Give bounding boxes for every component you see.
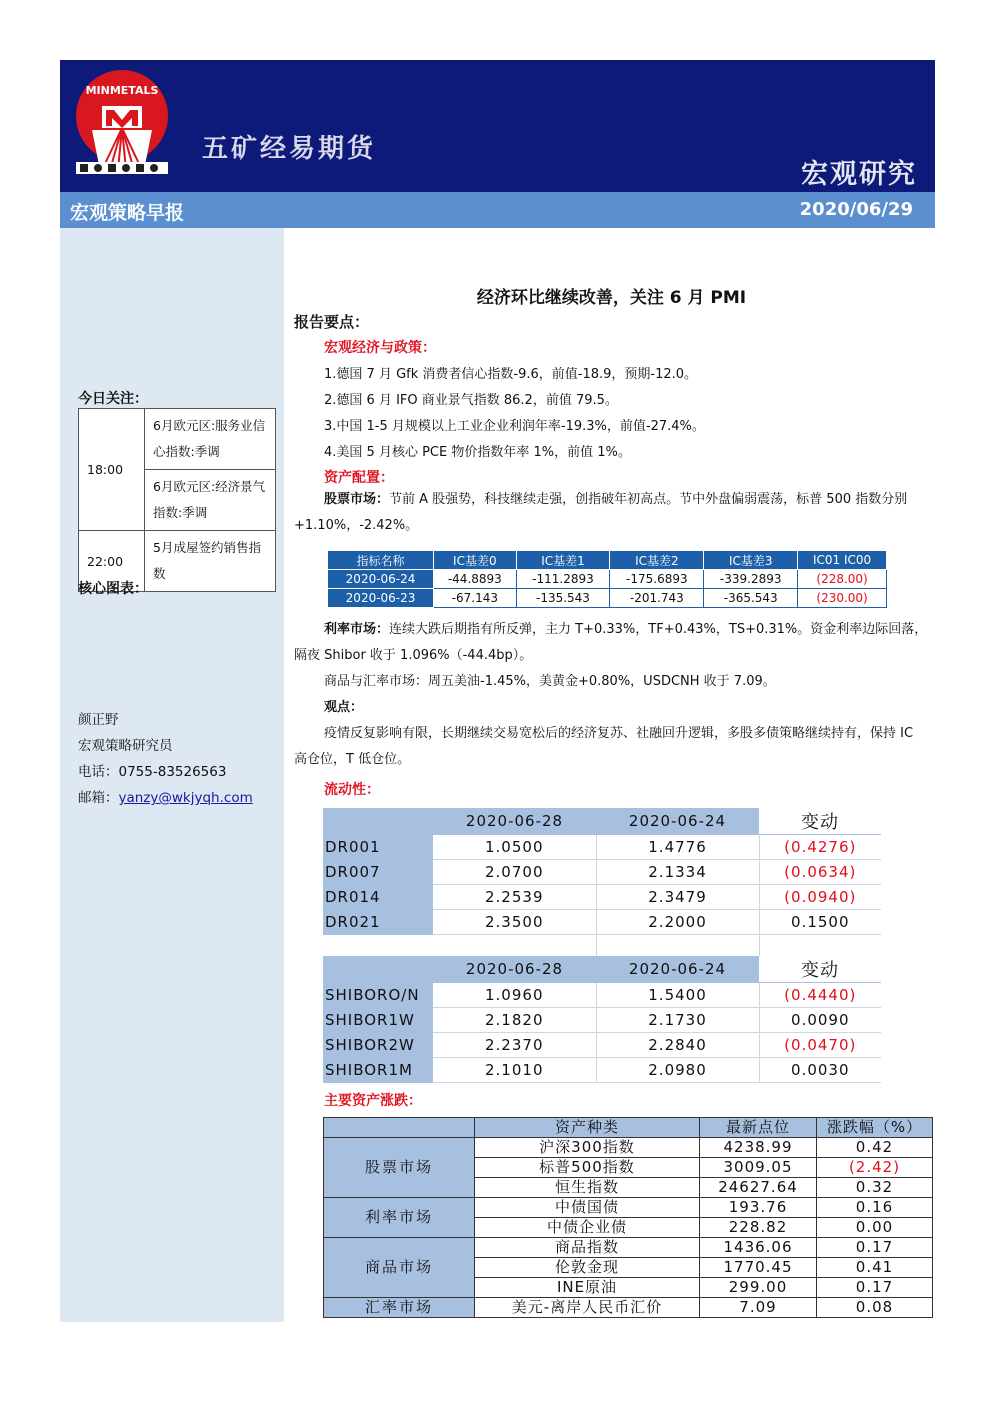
- table-cell: (0.4276): [759, 835, 881, 860]
- table-cell: 中债国债: [475, 1198, 700, 1218]
- summary-heading: 报告要点：: [294, 313, 370, 331]
- table-header: IC基差2: [610, 551, 704, 570]
- table-cell: 7.09: [700, 1298, 817, 1318]
- table-header: 指标名称: [328, 551, 434, 570]
- report-page: [60, 60, 935, 1322]
- table-cell: 0.17: [817, 1278, 933, 1298]
- table-cell: -135.543: [516, 589, 610, 608]
- report-name: 宏观策略早报: [70, 202, 185, 224]
- author-email-row: [78, 786, 253, 806]
- table-row: [323, 910, 881, 935]
- table-cell: (0.0940): [759, 885, 881, 910]
- table-cell: 0.0030: [759, 1058, 881, 1083]
- table-cell: SHIBOR1M: [323, 1058, 433, 1083]
- table-cell: 2.2000: [596, 910, 759, 935]
- table-cell: (2.42): [817, 1158, 933, 1178]
- table-header: 2020-06-24: [596, 956, 759, 983]
- dr-rates-table: [323, 808, 881, 959]
- table-row: [324, 1138, 933, 1158]
- commodity-paragraph: 商品与汇率市场：周五美油-1.45%，美黄金+0.80%，USDCNH 收于 7.09。: [324, 674, 776, 689]
- table-header: 2020-06-28: [433, 956, 596, 983]
- liquidity-heading: 流动性：: [324, 782, 380, 798]
- report-title-bar: [60, 192, 935, 228]
- table-cell: (230.00): [798, 589, 887, 608]
- view-heading: 观点：: [324, 700, 364, 715]
- table-cell: 0.16: [817, 1198, 933, 1218]
- equity-label: 股票市场：: [324, 492, 390, 507]
- macro-item: 1.德国 7 月 Gfk 消费者信心指数-9.6，前值-18.9，预期-12.0。: [324, 367, 698, 382]
- table-cell: DR001: [323, 835, 433, 860]
- table-cell: 2.2539: [433, 885, 596, 910]
- table-cell: SHIBORO/N: [323, 983, 433, 1008]
- agenda-table: [78, 408, 276, 592]
- macro-item: 2.德国 6 月 IFO 商业景气指数 86.2，前值 79.5。: [324, 393, 618, 408]
- table-cell: -365.543: [704, 589, 798, 608]
- asset-category: 股票市场: [324, 1138, 475, 1198]
- table-cell: SHIBOR1W: [323, 1008, 433, 1033]
- ic-basis-table: [327, 550, 887, 608]
- table-row: [323, 1008, 881, 1033]
- table-cell: (0.0634): [759, 860, 881, 885]
- table-cell: 中债企业债: [475, 1218, 700, 1238]
- table-cell: 商品指数: [475, 1238, 700, 1258]
- rates-label: 利率市场：: [324, 622, 390, 637]
- report-header: [60, 60, 935, 192]
- report-headline: 经济环比继续改善，关注 6 月 PMI: [476, 288, 747, 308]
- table-cell: 2.3500: [433, 910, 596, 935]
- table-cell: 228.82: [700, 1218, 817, 1238]
- table-cell: 1.5400: [596, 983, 759, 1008]
- asset-allocation-heading: 资产配置：: [324, 470, 394, 486]
- macro-heading: 宏观经济与政策：: [324, 340, 436, 356]
- rates-text: 连续大跌后期指有所反弹，主力 T+0.33%，TF+0.43%，TS+0.31%。资金利率边际回落，隔夜 Shibor 收于 1.096%（-44.4bp）。: [294, 622, 928, 663]
- table-cell: -175.6893: [610, 570, 704, 589]
- major-assets-heading: 主要资产涨跌：: [324, 1093, 422, 1109]
- table-header: [323, 956, 433, 983]
- table-row: [324, 1198, 933, 1218]
- table-cell: 0.08: [817, 1298, 933, 1318]
- table-cell: 2.0700: [433, 860, 596, 885]
- major-assets-table: [323, 1117, 933, 1318]
- table-cell: 2.1334: [596, 860, 759, 885]
- table-header: IC基差3: [704, 551, 798, 570]
- table-cell: 2.0980: [596, 1058, 759, 1083]
- table-cell: 沪深300指数: [475, 1138, 700, 1158]
- asset-category: 利率市场: [324, 1198, 475, 1238]
- table-header: 2020-06-28: [433, 808, 596, 835]
- table-cell: 0.41: [817, 1258, 933, 1278]
- table-cell: 2020-06-23: [328, 589, 434, 608]
- table-cell: -201.743: [610, 589, 704, 608]
- agenda-event: 6月欧元区:服务业信心指数:季调: [145, 409, 276, 470]
- table-row: [323, 1058, 881, 1083]
- agenda-event: 5月成屋签约销售指数: [145, 531, 276, 592]
- table-cell: 标普500指数: [475, 1158, 700, 1178]
- table-header: IC基差0: [434, 551, 516, 570]
- table-cell: 2.1730: [596, 1008, 759, 1033]
- table-cell: 1770.45: [700, 1258, 817, 1278]
- table-cell: 24627.64: [700, 1178, 817, 1198]
- table-cell: INE原油: [475, 1278, 700, 1298]
- table-cell: 2.1010: [433, 1058, 596, 1083]
- table-row: [323, 835, 881, 860]
- department-name: 宏观研究: [801, 159, 917, 190]
- macro-item: 3.中国 1-5 月规模以上工业企业利润年率-19.3%，前值-27.4%。: [324, 419, 705, 434]
- table-cell: 0.17: [817, 1238, 933, 1258]
- table-cell: SHIBOR2W: [323, 1033, 433, 1058]
- table-cell: 恒生指数: [475, 1178, 700, 1198]
- table-cell: -111.2893: [516, 570, 610, 589]
- table-row: [324, 1238, 933, 1258]
- table-header: 最新点位: [700, 1118, 817, 1138]
- table-cell: DR021: [323, 910, 433, 935]
- table-cell: -44.8893: [434, 570, 516, 589]
- table-cell: -67.143: [434, 589, 516, 608]
- table-cell: (0.4440): [759, 983, 881, 1008]
- equity-paragraph: [294, 487, 929, 539]
- asset-category: 汇率市场: [324, 1298, 475, 1318]
- table-cell: -339.2893: [704, 570, 798, 589]
- macro-item: 4.美国 5 月核心 PCE 物价指数年率 1%，前值 1%。: [324, 445, 631, 460]
- table-cell: 299.00: [700, 1278, 817, 1298]
- agenda-time: 18:00: [79, 409, 145, 531]
- table-header: 涨跌幅（%）: [817, 1118, 933, 1138]
- table-cell: 0.0090: [759, 1008, 881, 1033]
- table-cell: 0.42: [817, 1138, 933, 1158]
- table-row: [323, 983, 881, 1008]
- table-row: [328, 570, 887, 589]
- table-cell: 伦敦金现: [475, 1258, 700, 1278]
- agenda-time: 22:00: [79, 531, 145, 592]
- table-cell: 2.1820: [433, 1008, 596, 1033]
- table-cell: DR014: [323, 885, 433, 910]
- author-title: 宏观策略研究员: [78, 738, 173, 754]
- author-phone: 电话：0755-83526563: [78, 764, 227, 780]
- today-focus-label: 今日关注：: [78, 391, 148, 407]
- table-cell: 2020-06-24: [328, 570, 434, 589]
- table-header: 2020-06-24: [596, 808, 759, 835]
- table-header: 资产种类: [475, 1118, 700, 1138]
- table-header: 变动: [759, 956, 881, 983]
- main-content: [294, 228, 929, 1322]
- agenda-event: 6月欧元区:经济景气指数:季调: [145, 470, 276, 531]
- table-cell: 美元-离岸人民币汇价: [475, 1298, 700, 1318]
- author-email-label: 邮箱：: [78, 790, 119, 806]
- table-cell: 1.0960: [433, 983, 596, 1008]
- table-cell: 2.3479: [596, 885, 759, 910]
- report-date: 2020/06/29: [799, 199, 913, 220]
- table-row: [323, 885, 881, 910]
- table-cell: 0.32: [817, 1178, 933, 1198]
- agenda-row: [79, 409, 276, 470]
- core-charts-label: 核心图表：: [78, 581, 148, 597]
- equity-text: 节前 A 股强势，科技继续走强，创指破年初高点。节中外盘偏弱震荡，标普 500 指数分别+1.10%，-2.42%。: [294, 492, 908, 533]
- author-name: 颜正野: [78, 712, 119, 728]
- table-row: [323, 1033, 881, 1058]
- asset-category: 商品市场: [324, 1238, 475, 1298]
- table-cell: 2.2370: [433, 1033, 596, 1058]
- table-cell: (0.0470): [759, 1033, 881, 1058]
- table-row: [324, 1298, 933, 1318]
- table-cell: 193.76: [700, 1198, 817, 1218]
- table-header: 变动: [759, 808, 881, 835]
- table-row: [328, 589, 887, 608]
- rates-paragraph: [294, 617, 929, 669]
- table-header: IC基差1: [516, 551, 610, 570]
- table-cell: 1436.06: [700, 1238, 817, 1258]
- table-cell: 0.1500: [759, 910, 881, 935]
- table-cell: (228.00): [798, 570, 887, 589]
- table-header: IC01 IC00: [798, 551, 887, 570]
- table-header: [323, 808, 433, 835]
- view-paragraph: 疫情反复影响有限，长期继续交易宽松后的经济复苏、社融回升逻辑，多股多债策略继续持有，保持 IC 高仓位，T 低仓位。: [294, 726, 914, 767]
- table-cell: 0.00: [817, 1218, 933, 1238]
- table-cell: 2.2840: [596, 1033, 759, 1058]
- table-cell: 4238.99: [700, 1138, 817, 1158]
- table-cell: 1.0500: [433, 835, 596, 860]
- sidebar: [60, 228, 284, 1322]
- table-cell: 1.4776: [596, 835, 759, 860]
- company-name: 五矿经易期货: [202, 134, 377, 164]
- table-row: [323, 860, 881, 885]
- shibor-rates-table: [323, 956, 881, 1083]
- table-cell: DR007: [323, 860, 433, 885]
- minmetals-logo: [74, 70, 170, 174]
- svg-text:MINMETALS: MINMETALS: [85, 84, 159, 97]
- table-cell: 3009.05: [700, 1158, 817, 1178]
- author-email-link[interactable]: yanzy@wkjyqh.com: [118, 790, 253, 806]
